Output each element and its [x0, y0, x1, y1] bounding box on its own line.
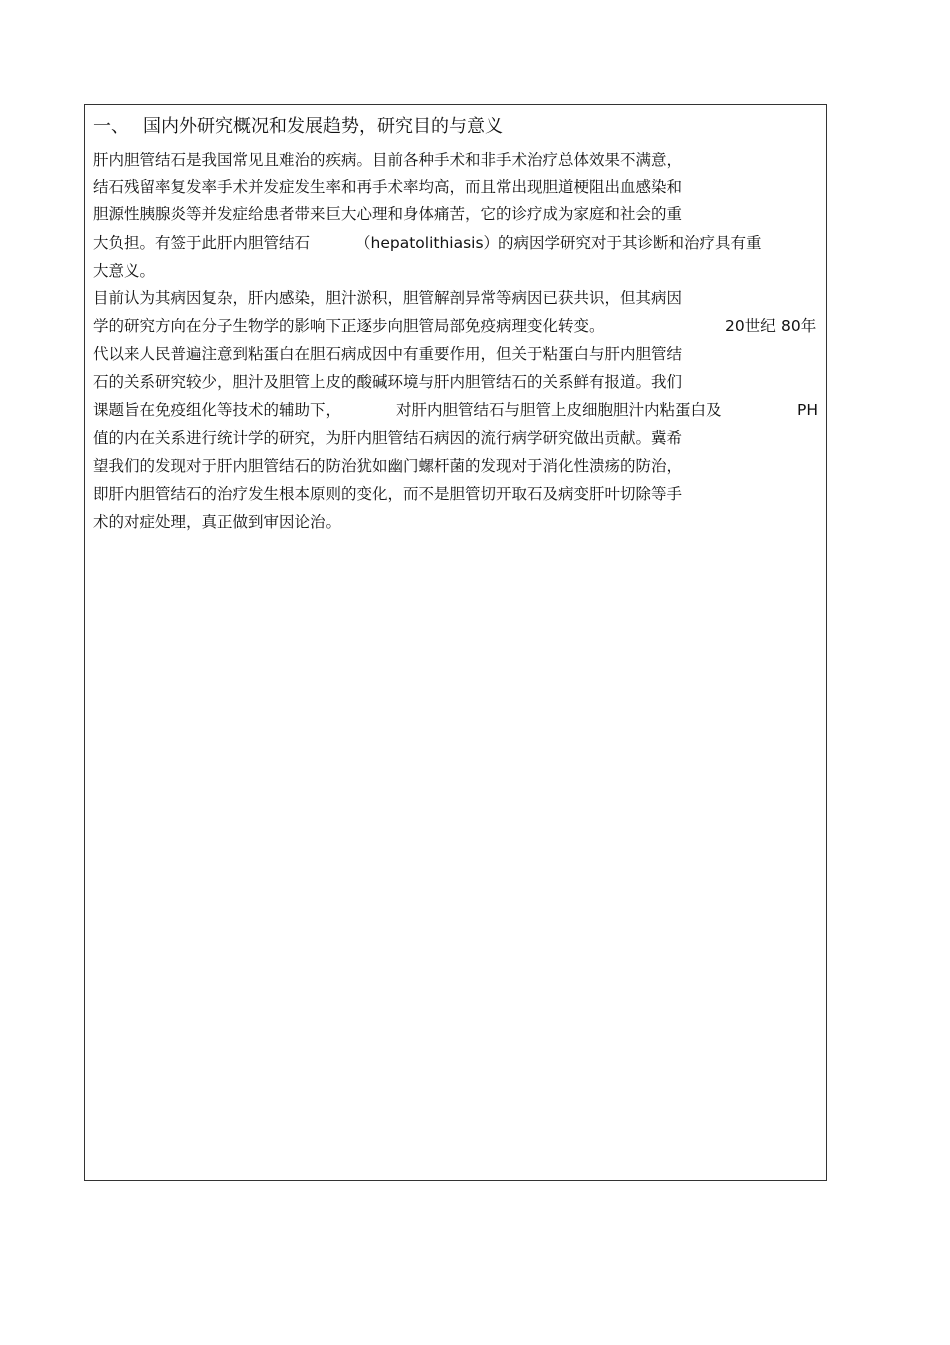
text-line [93, 400, 823, 420]
text-line [93, 233, 813, 253]
text-line [93, 428, 682, 448]
text-line [93, 484, 682, 504]
text-line [93, 288, 682, 308]
text-line [93, 316, 823, 336]
text-line [93, 261, 155, 281]
text-line [93, 204, 682, 224]
line-text: 结石残留率复发率手术并发症发生率和再手术率均高，而且常出现胆道梗阻出血感染和 [93, 178, 683, 196]
line-text-year: 20世纪 [725, 317, 776, 335]
text-line [93, 177, 682, 197]
text-line [93, 150, 682, 170]
line-text: 的病因学研究对于其诊断和治疗具有重 [498, 234, 762, 252]
line-text: 大负担。有签于此肝内胆管结石 [93, 234, 311, 252]
line-text: 胆源性胰腺炎等并发症给患者带来巨大心理和身体痛苦，它的诊疗成为家庭和社会的重 [93, 205, 683, 223]
line-text: 术的对症处理，真正做到审因论治。 [93, 513, 342, 531]
line-text: 肝内胆管结石是我国常见且难治的疾病。目前各种手术和非手术治疗总体效果不满意， [93, 151, 683, 169]
line-text: 石的关系研究较少，胆汁及胆管上皮的酸碱环境与肝内胆管结石的关系鲜有报道。我们 [93, 373, 683, 391]
text-line [93, 512, 341, 532]
line-text: 学的研究方向在分子生物学的影响下正逐步向胆管局部免疫病理变化转变。 [93, 317, 605, 335]
line-text: 大意义。 [93, 262, 156, 280]
section-frame [84, 104, 827, 1181]
line-text: 对肝内胆管结石与胆管上皮细胞胆汁内粘蛋白及 [396, 401, 722, 419]
line-text-term: （hepatolithiasis） [355, 234, 500, 252]
line-text: 目前认为其病因复杂，肝内感染，胆汁淤积，胆管解剖异常等病因已获共识，但其病因 [93, 289, 683, 307]
line-text: 望我们的发现对于肝内胆管结石的防治犹如幽门螺杆菌的发现对于消化性溃疡的防治， [93, 457, 683, 475]
section-number: 一、 [93, 116, 129, 137]
line-text: 即肝内胆管结石的治疗发生根本原则的变化，而不是胆管切开取石及病变肝叶切除等手 [93, 485, 683, 503]
line-text-ph: PH [797, 401, 819, 419]
line-text: 代以来人民普遍注意到粘蛋白在胆石病成因中有重要作用，但关于粘蛋白与肝内胆管结 [93, 345, 683, 363]
line-text-year: 80年 [781, 317, 817, 335]
section-title: 国内外研究概况和发展趋势，研究目的与意义 [143, 116, 503, 137]
text-line [93, 456, 682, 476]
text-line [93, 344, 682, 364]
line-text: 课题旨在免疫组化等技术的辅助下， [93, 401, 342, 419]
text-line [93, 372, 682, 392]
section-heading [93, 114, 503, 140]
line-text: 值的内在关系进行统计学的研究，为肝内胆管结石病因的流行病学研究做出贡献。冀希 [93, 429, 683, 447]
